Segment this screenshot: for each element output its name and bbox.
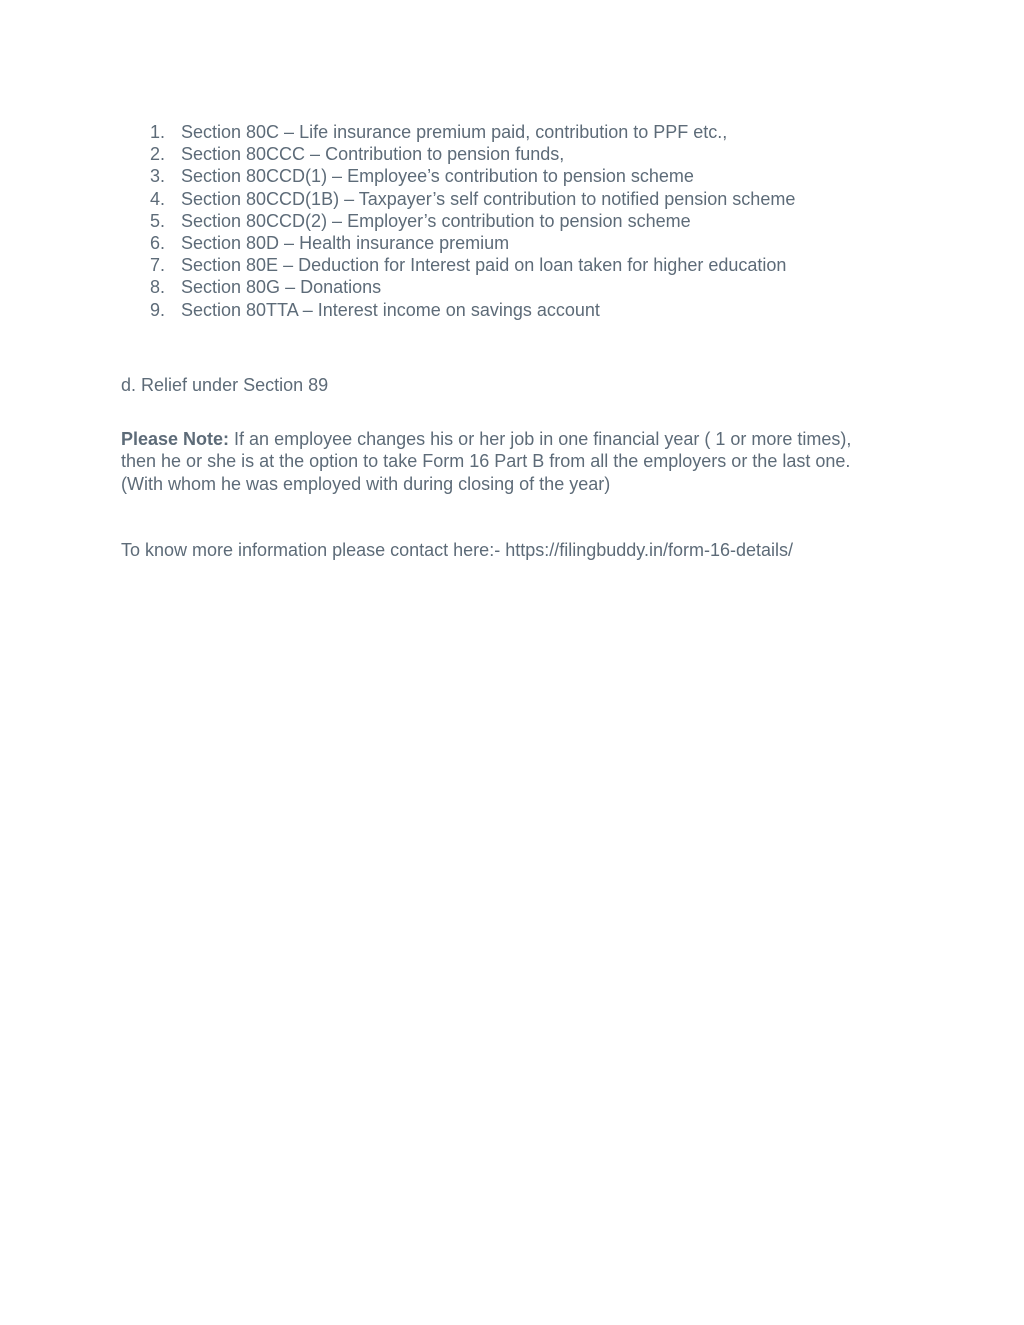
list-item-text: Section 80E – Deduction for Interest paid on loan taken for higher education [181, 255, 787, 276]
list-item-text: Section 80G – Donations [181, 277, 382, 298]
deductions-list [150, 121, 795, 321]
note-first-line [121, 428, 921, 450]
list-item-number: 3. [150, 166, 166, 187]
note-line-2: then he or she is at the option to take Form 16 Part B from all the employers or the last one. [121, 451, 851, 472]
list-item [150, 188, 795, 210]
list-item [150, 299, 795, 321]
list-item-number: 7. [150, 255, 166, 276]
list-item [150, 276, 795, 298]
list-item-number: 6. [150, 232, 166, 253]
list-item-number: 1. [150, 122, 166, 142]
note-line-1: If an employee changes his or her job in one financial year ( 1 or more times), [229, 429, 852, 449]
list-item [150, 143, 795, 165]
list-item-text: Section 80CCD(1B) – Taxpayer’s self contribution to notified pension scheme [181, 188, 796, 209]
list-item-text: Section 80CCC – Contribution to pension funds, [181, 144, 565, 165]
list-item [150, 254, 795, 276]
list-item [150, 232, 795, 254]
note-paragraph [121, 428, 921, 495]
relief-heading: d. Relief under Section 89 [121, 375, 329, 395]
list-item [150, 210, 795, 232]
list-item-number: 5. [150, 210, 166, 231]
list-item-number: 8. [150, 277, 166, 298]
list-item-text: Section 80TTA – Interest income on savings account [181, 299, 600, 320]
note-line-3: (With whom he was employed with during closing of the year) [121, 473, 611, 494]
list-item-text: Section 80CCD(1) – Employee’s contribution to pension scheme [181, 166, 694, 187]
list-item [150, 121, 795, 143]
note-label: Please Note: [121, 429, 230, 449]
contact-text: To know more information please contact here:- https://filingbuddy.in/form-16-details/ [121, 540, 793, 560]
list-item [150, 165, 795, 187]
list-item-text: Section 80C – Life insurance premium paid, contribution to PPF etc., [181, 122, 728, 142]
list-item-text: Section 80CCD(2) – Employer’s contribution to pension scheme [181, 210, 691, 231]
list-item-number: 9. [150, 299, 166, 320]
list-item-number: 2. [150, 144, 166, 165]
list-item-number: 4. [150, 188, 166, 209]
list-item-text: Section 80D – Health insurance premium [181, 232, 510, 253]
